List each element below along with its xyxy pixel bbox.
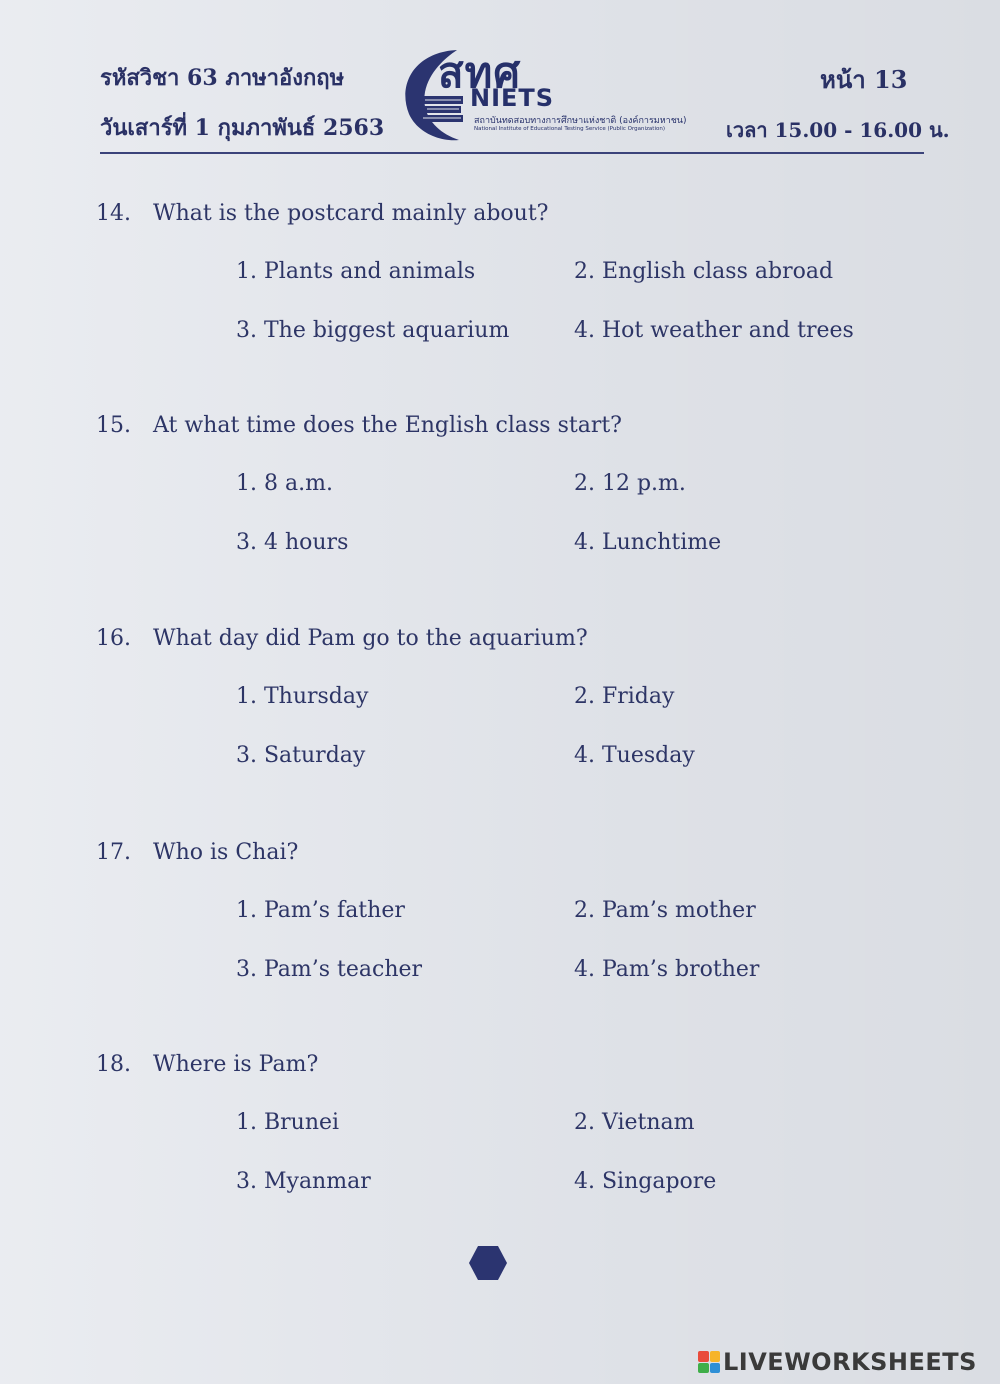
exam-date: วันเสาร์ที่ 1 กุมภาพันธ์ 2563 [100, 115, 385, 141]
option-4[interactable]: 4. Pam’s brother [574, 957, 760, 982]
option-1[interactable]: 1. Plants and animals [236, 259, 476, 284]
logo-thai-name: สถาบันทดสอบทางการศึกษาแห่งชาติ (องค์การมหาชน) [474, 116, 687, 126]
subject-code: รหัสวิชา 63 ภาษาอังกฤษ [100, 65, 345, 91]
question-number: 16. [96, 626, 131, 651]
option-2[interactable]: 2. Vietnam [574, 1110, 695, 1135]
option-3[interactable]: 3. The biggest aquarium [236, 318, 510, 343]
question-text: Where is Pam? [153, 1052, 319, 1077]
option-1[interactable]: 1. Pam’s father [236, 898, 405, 923]
option-1[interactable]: 1. 8 a.m. [236, 471, 333, 496]
option-2[interactable]: 2. English class abroad [574, 259, 834, 284]
option-4[interactable]: 4. Tuesday [574, 743, 695, 768]
option-4[interactable]: 4. Singapore [574, 1169, 717, 1194]
question-text: What day did Pam go to the aquarium? [153, 626, 588, 651]
option-2[interactable]: 2. Friday [574, 684, 675, 709]
question-text: What is the postcard mainly about? [153, 201, 549, 226]
option-3[interactable]: 3. 4 hours [236, 530, 349, 555]
exam-time: เวลา 15.00 - 16.00 น. [726, 118, 950, 142]
option-2[interactable]: 2. Pam’s mother [574, 898, 756, 923]
liveworksheets-brand [698, 1348, 977, 1376]
option-4[interactable]: 4. Lunchtime [574, 530, 722, 555]
option-3[interactable]: 3. Myanmar [236, 1169, 371, 1194]
logo-block-green [698, 1363, 709, 1374]
option-1[interactable]: 1. Thursday [236, 684, 369, 709]
logo-english-name: National Institute of Educational Testing Service (Public Organization) [474, 126, 665, 132]
liveworksheets-text: LIVEWORKSHEETS [723, 1348, 977, 1376]
page-header [0, 0, 1000, 170]
option-1[interactable]: 1. Brunei [236, 1110, 340, 1135]
logo-niets: NIETS [470, 84, 555, 112]
question-number: 17. [96, 840, 131, 865]
logo-thai-abbrev: สทศ [438, 48, 521, 97]
logo-block-red [698, 1351, 709, 1362]
option-3[interactable]: 3. Pam’s teacher [236, 957, 423, 982]
option-2[interactable]: 2. 12 p.m. [574, 471, 686, 496]
question-text: Who is Chai? [153, 840, 299, 865]
question-number: 14. [96, 201, 131, 226]
logo-block-blue [710, 1363, 721, 1374]
question-number: 18. [96, 1052, 131, 1077]
option-4[interactable]: 4. Hot weather and trees [574, 318, 854, 343]
page-number: หน้า 13 [820, 65, 908, 94]
question-number: 15. [96, 413, 131, 438]
question-text: At what time does the English class start? [153, 413, 622, 438]
logo-block-yellow [710, 1351, 721, 1362]
header-divider [100, 152, 924, 154]
page-end-hexagon-icon [468, 1245, 508, 1281]
option-3[interactable]: 3. Saturday [236, 743, 366, 768]
liveworksheets-logo-icon [698, 1351, 720, 1373]
